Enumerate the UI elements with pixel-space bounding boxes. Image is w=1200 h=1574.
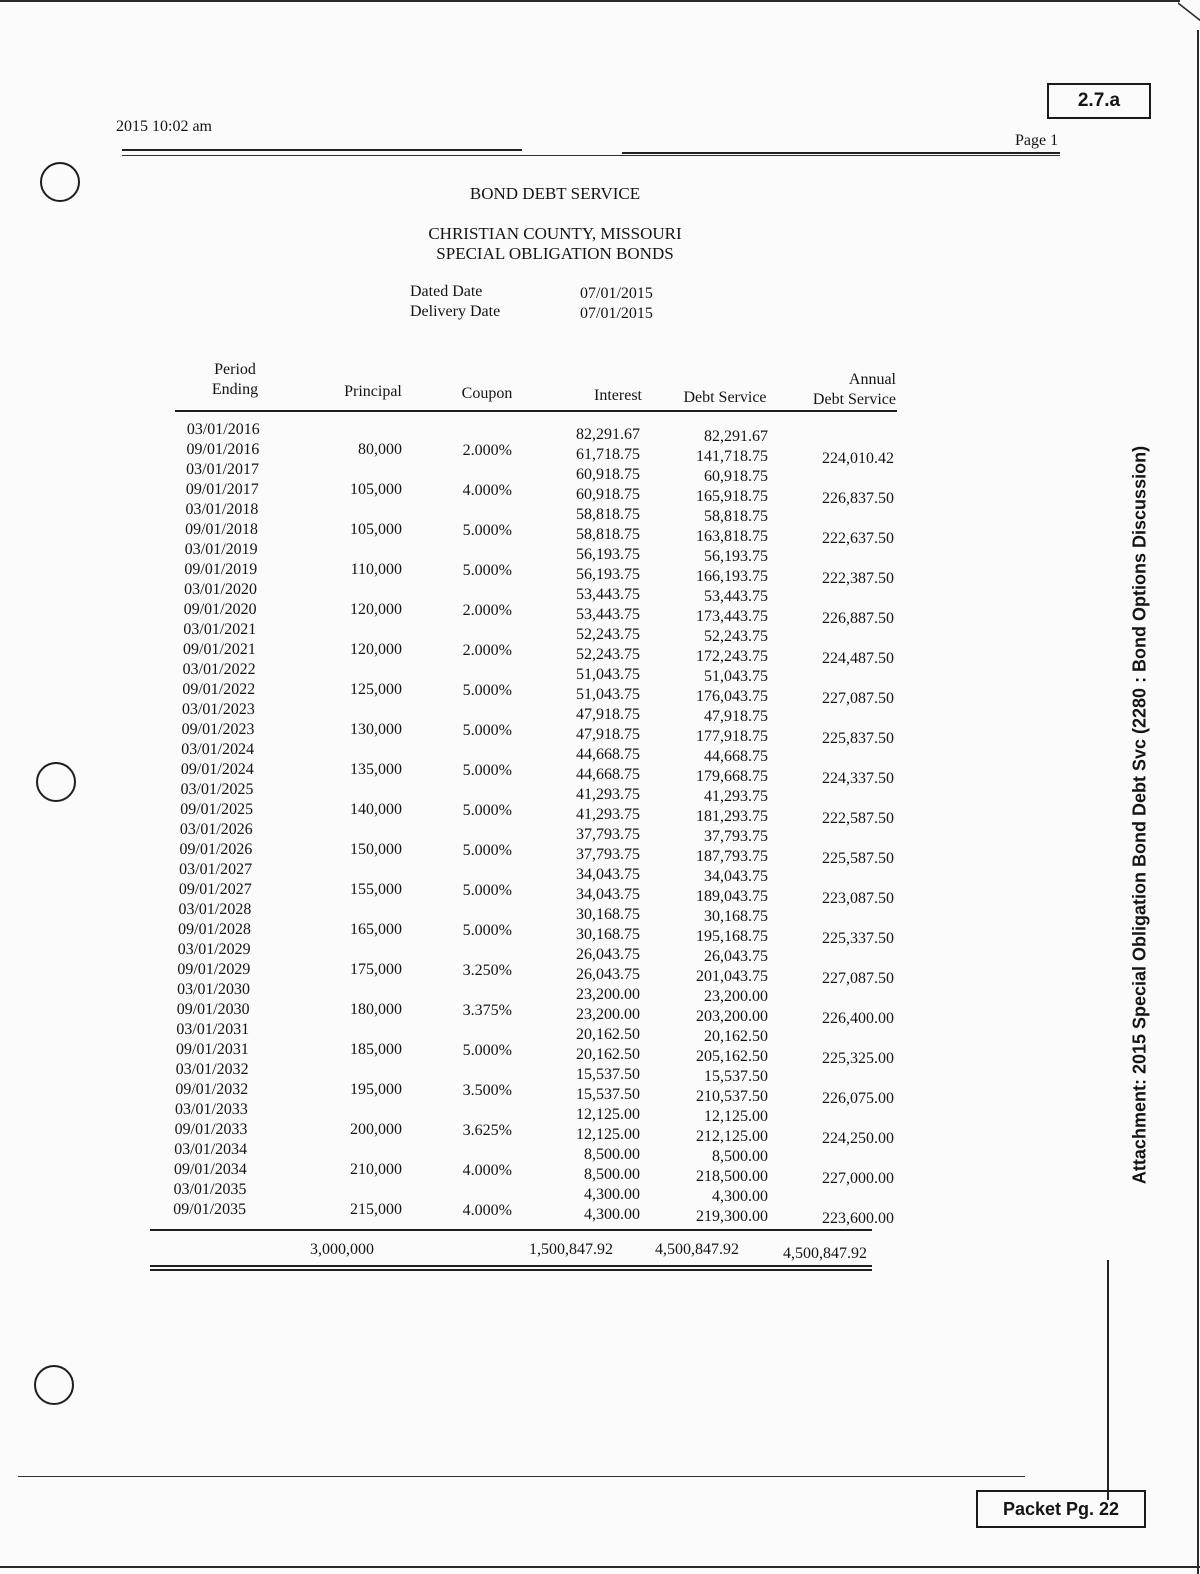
period-ending-cell: 09/01/2031	[175, 1041, 250, 1058]
period-ending-cell: 09/01/2033	[174, 1121, 248, 1138]
period-ending-cell: 03/01/2034	[174, 1141, 248, 1158]
attachment-rule	[1107, 1260, 1109, 1500]
period-ending-cell: 03/01/2024	[181, 741, 255, 758]
period-ending-cell: 09/01/2023	[181, 721, 255, 738]
debt-service-cell: 56,193.75	[704, 548, 768, 565]
annual-debt-service-cell: 223,600.00	[822, 1210, 894, 1227]
interest-cell: 26,043.75	[576, 966, 640, 983]
debt-service-cell: 187,793.75	[696, 848, 768, 865]
debt-service-cell: 51,043.75	[704, 668, 768, 685]
principal-cell: 110,000	[350, 561, 402, 578]
principal-cell: 215,000	[350, 1201, 402, 1218]
debt-service-cell: 212,125.00	[696, 1128, 768, 1145]
period-ending-cell: 09/01/2029	[177, 961, 251, 978]
annual-debt-service-cell: 226,075.00	[822, 1090, 894, 1107]
coupon-cell: 5.000%	[462, 882, 512, 899]
interest-cell: 15,537.50	[576, 1086, 640, 1103]
interest-cell: 37,793.75	[576, 826, 640, 843]
period-ending-cell: 09/01/2032	[175, 1081, 249, 1098]
interest-cell: 23,200.00	[576, 986, 640, 1003]
period-ending-cell: 03/01/2031	[176, 1021, 250, 1038]
annual-debt-service-cell: 224,487.50	[822, 650, 894, 667]
period-ending-cell: 03/01/2020	[183, 581, 258, 598]
principal-cell: 130,000	[350, 721, 402, 738]
period-ending-cell: 09/01/2016	[186, 441, 260, 458]
annual-debt-service-cell: 222,387.50	[822, 570, 894, 587]
annual-debt-service-cell: 222,587.50	[822, 810, 894, 827]
debt-service-cell: 12,125.00	[704, 1108, 768, 1125]
debt-service-cell: 20,162.50	[704, 1028, 768, 1045]
annual-debt-service-cell: 223,087.50	[822, 890, 894, 907]
debt-service-cell: 219,300.00	[696, 1208, 768, 1225]
interest-cell: 15,537.50	[576, 1066, 640, 1083]
debt-service-cell: 210,537.50	[696, 1088, 768, 1105]
annual-debt-service-cell: 225,325.00	[822, 1050, 894, 1067]
period-ending-cell: 09/01/2035	[173, 1201, 247, 1218]
principal-cell: 200,000	[350, 1121, 402, 1138]
interest-cell: 61,718.75	[576, 446, 640, 463]
principal-cell: 135,000	[350, 761, 402, 778]
debt-service-cell: 177,918.75	[696, 728, 768, 745]
coupon-cell: 5.000%	[462, 1042, 512, 1059]
total-interest: 1,500,847.92	[529, 1241, 613, 1258]
coupon-cell: 3.375%	[462, 1002, 512, 1019]
period-ending-cell: 09/01/2019	[184, 561, 258, 578]
page-number: Page 1	[1015, 132, 1059, 149]
debt-service-cell: 37,793.75	[704, 828, 768, 845]
interest-cell: 41,293.75	[576, 806, 640, 823]
interest-cell: 51,043.75	[576, 666, 640, 683]
annual-debt-service-cell: 225,337.50	[822, 930, 894, 947]
interest-cell: 34,043.75	[576, 866, 640, 883]
period-ending-cell: 09/01/2018	[184, 521, 259, 538]
annual-debt-service-cell: 226,887.50	[822, 610, 894, 627]
dated-date-value: 07/01/2015	[580, 285, 653, 302]
col-annual-debt-service	[796, 370, 896, 410]
page-edge-bottom	[0, 1566, 1200, 1568]
coupon-cell: 5.000%	[462, 522, 512, 539]
interest-cell: 56,193.75	[576, 566, 640, 583]
debt-service-cell: 82,291.67	[704, 428, 768, 445]
annual-debt-service-cell: 226,400.00	[822, 1010, 894, 1027]
interest-cell: 60,918.75	[576, 486, 640, 503]
total-annual-debt-service: 4,500,847.92	[783, 1245, 867, 1262]
total-debt-service: 4,500,847.92	[655, 1241, 739, 1258]
interest-cell: 51,043.75	[576, 686, 640, 703]
period-ending-cell: 09/01/2028	[177, 921, 252, 938]
totals-rule	[150, 1229, 872, 1231]
coupon-cell: 2.000%	[462, 642, 512, 659]
interest-cell: 20,162.50	[576, 1026, 640, 1043]
period-ending-cell: 03/01/2029	[177, 941, 251, 958]
coupon-cell: 4.000%	[462, 482, 512, 499]
interest-cell: 4,300.00	[584, 1206, 640, 1223]
period-ending-cell: 09/01/2026	[179, 841, 253, 858]
double-rule	[150, 1269, 872, 1271]
coupon-cell: 3.625%	[462, 1122, 512, 1139]
interest-cell: 41,293.75	[576, 786, 640, 803]
interest-cell: 12,125.00	[576, 1106, 640, 1123]
interest-cell: 8,500.00	[584, 1146, 640, 1163]
bond-series: SPECIAL OBLIGATION BONDS	[436, 244, 674, 263]
debt-service-cell: 163,818.75	[696, 528, 768, 545]
debt-service-cell: 34,043.75	[704, 868, 768, 885]
interest-cell: 56,193.75	[576, 546, 640, 563]
period-ending-cell: 03/01/2021	[183, 621, 257, 638]
page-edge-right	[1197, 30, 1199, 1574]
principal-cell: 80,000	[358, 441, 402, 458]
coupon-cell: 4.000%	[462, 1162, 512, 1179]
interest-cell: 23,200.00	[576, 1006, 640, 1023]
period-ending-cell: 09/01/2030	[176, 1001, 250, 1018]
coupon-column	[430, 441, 512, 1241]
principal-cell: 150,000	[350, 841, 402, 858]
col-coupon: Coupon	[461, 385, 513, 402]
period-ending-cell: 03/01/2026	[179, 821, 253, 838]
period-ending-cell: 09/01/2024	[180, 761, 254, 778]
interest-cell: 52,243.75	[576, 646, 640, 663]
period-ending-cell: 03/01/2016	[186, 421, 260, 438]
interest-cell: 53,443.75	[576, 586, 640, 603]
debt-service-cell: 26,043.75	[704, 948, 768, 965]
debt-service-cell: 176,043.75	[696, 688, 768, 705]
period-ending-cell: 09/01/2034	[173, 1161, 247, 1178]
debt-service-column	[650, 427, 768, 1227]
principal-cell: 180,000	[350, 1001, 402, 1018]
debt-service-cell: 53,443.75	[704, 588, 768, 605]
coupon-cell: 5.000%	[462, 762, 512, 779]
page-edge-top	[0, 0, 1180, 2]
col-debt-service: Debt Service	[683, 389, 767, 406]
debt-service-cell: 205,162.50	[696, 1048, 768, 1065]
principal-cell: 120,000	[350, 641, 402, 658]
principal-cell: 155,000	[350, 881, 402, 898]
principal-column	[310, 440, 402, 1240]
debt-service-cell: 203,200.00	[696, 1008, 768, 1025]
interest-cell: 47,918.75	[576, 726, 640, 743]
period-ending-cell: 03/01/2028	[178, 901, 252, 918]
interest-cell: 20,162.50	[576, 1046, 640, 1063]
delivery-date-label: Delivery Date	[410, 303, 501, 320]
footer-rule	[18, 1476, 1025, 1477]
debt-service-cell: 4,300.00	[712, 1188, 768, 1205]
debt-service-cell: 181,293.75	[696, 808, 768, 825]
issuer-name: CHRISTIAN COUNTY, MISSOURI	[428, 224, 682, 243]
interest-cell: 8,500.00	[584, 1166, 640, 1183]
interest-cell: 58,818.75	[576, 506, 640, 523]
annual-debt-service-column	[780, 449, 894, 1249]
dated-date-label: Dated Date	[410, 283, 483, 300]
annual-debt-service-cell: 225,837.50	[822, 730, 894, 747]
coupon-cell: 5.000%	[462, 722, 512, 739]
print-timestamp: 2015 10:02 am	[116, 118, 212, 135]
total-principal: 3,000,000	[310, 1241, 374, 1258]
interest-cell: 60,918.75	[576, 466, 640, 483]
debt-service-cell: 41,293.75	[704, 788, 768, 805]
interest-cell: 47,918.75	[576, 706, 640, 723]
principal-cell: 125,000	[350, 681, 402, 698]
debt-service-cell: 15,537.50	[704, 1068, 768, 1085]
punch-hole	[36, 762, 76, 802]
debt-service-cell: 58,818.75	[704, 508, 768, 525]
principal-cell: 120,000	[350, 601, 402, 618]
coupon-cell: 2.000%	[462, 442, 512, 459]
col-annual-line2: Debt Service	[812, 391, 896, 408]
debt-service-cell: 166,193.75	[696, 568, 768, 585]
period-ending-cell: 03/01/2025	[180, 781, 254, 798]
period-ending-cell: 09/01/2025	[180, 801, 254, 818]
coupon-cell: 2.000%	[462, 602, 512, 619]
debt-service-cell: 23,200.00	[704, 988, 768, 1005]
period-ending-cell: 09/01/2022	[182, 681, 256, 698]
debt-service-cell: 172,243.75	[696, 648, 768, 665]
debt-service-cell: 189,043.75	[696, 888, 768, 905]
principal-cell: 165,000	[350, 921, 402, 938]
principal-cell: 195,000	[350, 1081, 402, 1098]
interest-cell: 34,043.75	[576, 886, 640, 903]
header-rule	[122, 155, 1060, 156]
annual-debt-service-cell: 225,587.50	[822, 850, 894, 867]
packet-page-box: Packet Pg. 22	[976, 1490, 1146, 1528]
interest-cell: 53,443.75	[576, 606, 640, 623]
period-ending-cell: 09/01/2027	[178, 881, 252, 898]
principal-cell: 185,000	[350, 1041, 402, 1058]
period-ending-cell: 03/01/2033	[174, 1101, 248, 1118]
coupon-cell: 5.000%	[462, 922, 512, 939]
debt-service-cell: 201,043.75	[696, 968, 768, 985]
period-ending-column	[173, 420, 282, 1220]
principal-cell: 105,000	[350, 521, 402, 538]
agenda-tag: 2.7.a	[1047, 83, 1151, 119]
annual-debt-service-cell: 226,837.50	[822, 490, 894, 507]
annual-debt-service-cell: 224,337.50	[822, 770, 894, 787]
debt-service-cell: 141,718.75	[696, 448, 768, 465]
coupon-cell: 5.000%	[462, 562, 512, 579]
coupon-cell: 5.000%	[462, 682, 512, 699]
punch-hole	[40, 162, 80, 202]
principal-cell: 105,000	[350, 481, 402, 498]
header-underline	[175, 410, 897, 412]
annual-debt-service-cell: 227,087.50	[822, 970, 894, 987]
col-annual-line1: Annual	[848, 371, 896, 388]
period-ending-cell: 09/01/2021	[182, 641, 257, 658]
period-ending-cell: 09/01/2017	[185, 481, 259, 498]
interest-cell: 58,818.75	[576, 526, 640, 543]
punch-hole	[34, 1365, 74, 1405]
interest-cell: 82,291.67	[576, 426, 640, 443]
debt-service-cell: 165,918.75	[696, 488, 768, 505]
annual-debt-service-cell: 222,637.50	[822, 530, 894, 547]
double-rule	[150, 1265, 872, 1267]
col-principal: Principal	[344, 383, 402, 400]
coupon-cell: 5.000%	[462, 802, 512, 819]
debt-service-cell: 179,668.75	[696, 768, 768, 785]
interest-cell: 30,168.75	[576, 926, 640, 943]
principal-cell: 175,000	[350, 961, 402, 978]
period-ending-cell: 03/01/2019	[184, 541, 258, 558]
period-ending-cell: 03/01/2027	[178, 861, 253, 878]
principal-cell: 140,000	[350, 801, 402, 818]
period-ending-cell: 03/01/2023	[181, 701, 255, 718]
debt-service-cell: 8,500.00	[712, 1148, 768, 1165]
debt-service-cell: 60,918.75	[704, 468, 768, 485]
period-ending-cell: 03/01/2022	[182, 661, 256, 678]
debt-service-cell: 52,243.75	[704, 628, 768, 645]
debt-service-cell: 195,168.75	[696, 928, 768, 945]
debt-service-cell: 44,668.75	[704, 748, 768, 765]
attachment-text: Attachment: 2015 Special Obligation Bond Debt Svc (2280 : Bond Options Discussion)	[1129, 445, 1150, 1185]
period-ending-cell: 03/01/2032	[175, 1061, 249, 1078]
interest-cell: 12,125.00	[576, 1126, 640, 1143]
interest-cell: 44,668.75	[576, 746, 640, 763]
annual-debt-service-cell: 227,000.00	[822, 1170, 894, 1187]
interest-cell: 26,043.75	[576, 946, 640, 963]
debt-service-cell: 47,918.75	[704, 708, 768, 725]
debt-service-cell: 173,443.75	[696, 608, 768, 625]
interest-cell: 44,668.75	[576, 766, 640, 783]
document-title: BOND DEBT SERVICE	[469, 184, 641, 203]
interest-cell: 52,243.75	[576, 626, 640, 643]
col-period-line1: Period	[214, 361, 256, 378]
col-interest: Interest	[594, 387, 642, 404]
coupon-cell: 3.500%	[462, 1082, 512, 1099]
interest-cell: 30,168.75	[576, 906, 640, 923]
debt-service-cell: 30,168.75	[704, 908, 768, 925]
coupon-cell: 4.000%	[462, 1202, 512, 1219]
header-rule	[122, 149, 522, 151]
period-ending-cell: 03/01/2030	[176, 981, 251, 998]
period-ending-cell: 09/01/2020	[183, 601, 257, 618]
col-period-line2: Ending	[211, 381, 259, 398]
col-period-ending	[195, 360, 275, 400]
annual-debt-service-cell: 227,087.50	[822, 690, 894, 707]
principal-cell: 210,000	[350, 1161, 402, 1178]
annual-debt-service-cell: 224,250.00	[822, 1130, 894, 1147]
period-ending-cell: 03/01/2017	[185, 461, 260, 478]
delivery-date-value: 07/01/2015	[580, 305, 653, 322]
interest-column	[535, 425, 640, 1225]
header-rule	[622, 152, 1060, 154]
period-ending-cell: 03/01/2035	[173, 1181, 247, 1198]
interest-cell: 37,793.75	[576, 846, 640, 863]
period-ending-cell: 03/01/2018	[185, 501, 259, 518]
annual-debt-service-cell: 224,010.42	[822, 450, 894, 467]
interest-cell: 4,300.00	[584, 1186, 640, 1203]
coupon-cell: 5.000%	[462, 842, 512, 859]
debt-service-cell: 218,500.00	[696, 1168, 768, 1185]
coupon-cell: 3.250%	[462, 962, 512, 979]
